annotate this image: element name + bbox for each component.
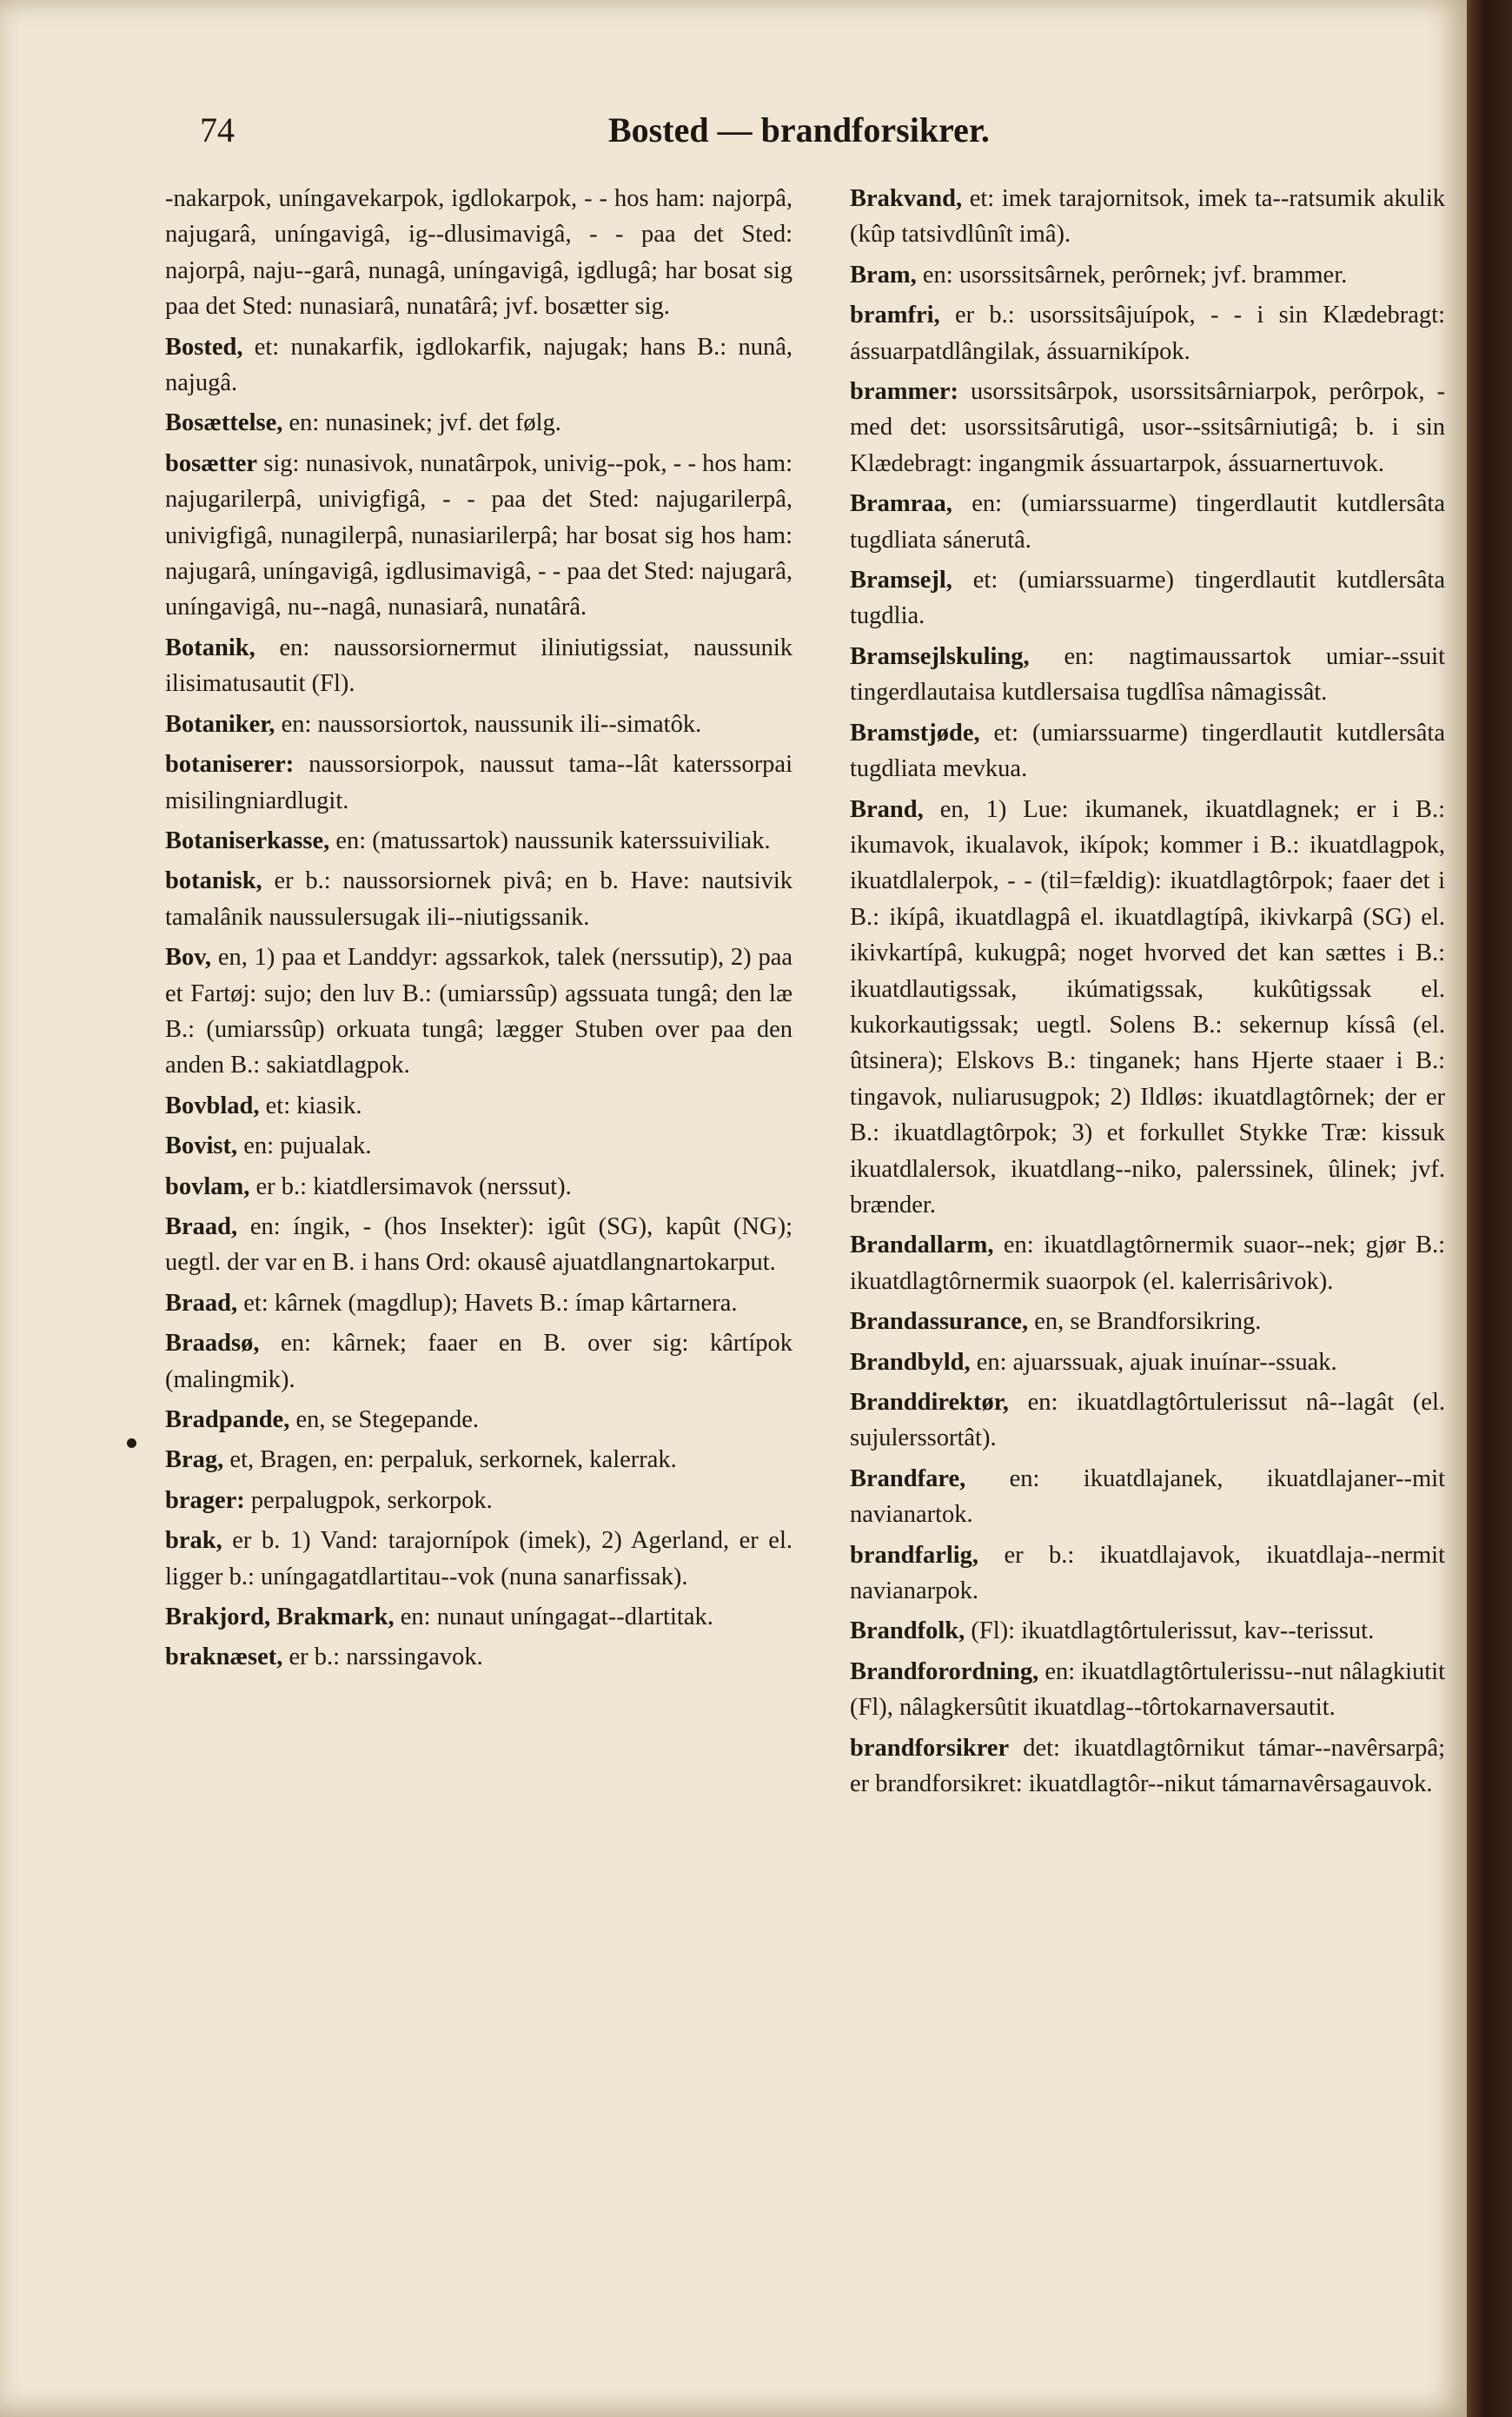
entry-definition: et: kârnek (magdlup); Havets B.: ímap kârtarnera. xyxy=(237,1289,738,1317)
dictionary-entry xyxy=(850,715,1445,787)
dictionary-entry xyxy=(165,1128,792,1164)
entry-headword: Brandfare, xyxy=(850,1464,966,1492)
entry-definition: en, se Stegepande. xyxy=(289,1406,479,1433)
dictionary-entry xyxy=(850,297,1445,369)
dictionary-entry xyxy=(165,747,792,819)
dictionary-entry xyxy=(850,1304,1445,1339)
entry-definition: en: (matussartok) naussunik katerssuiviliak. xyxy=(329,827,771,854)
entry-headword: brandfarlig, xyxy=(850,1541,979,1569)
entry-definition: er b.: naussorsiornek pivâ; en b. Have: nautsivik tamalânik naussulersugak ili--niutigssanik. xyxy=(165,867,792,931)
running-head: Bosted — brandforsikrer. xyxy=(608,110,990,149)
entry-headword: brak, xyxy=(165,1527,222,1555)
entry-definition: er b. 1) Vand: tarajornípok (imek), 2) Agerland, er el. ligger b.: uníngagatdlartitau--vok (nuna sanarfissak). xyxy=(165,1527,792,1590)
entry-definition: naussorsiorpok, naussut tama--lât katerssorpai misilingniardlugit. xyxy=(165,751,792,814)
entry-definition: (Fl): ikuatdlagtôrtulerissut, kav--terissut. xyxy=(965,1617,1375,1645)
dictionary-entry xyxy=(850,1345,1445,1380)
entry-headword: Bosted, xyxy=(165,333,243,361)
entry-definition: et: kiasik. xyxy=(259,1092,362,1119)
entry-headword: Bramraa, xyxy=(850,490,952,518)
entry-headword: Brandfolk, xyxy=(850,1617,965,1645)
dictionary-entry xyxy=(850,1730,1445,1803)
dictionary-entry xyxy=(165,630,792,702)
entry-definition: en: naussorsiortok, naussunik ili--simatôk. xyxy=(275,710,702,738)
entry-headword: Bram, xyxy=(850,261,917,289)
entry-definition: er b.: ikuatdlajavok, ikuatdlaja--nermit navianarpok. xyxy=(850,1541,1445,1605)
entry-headword: Bovist, xyxy=(165,1132,238,1160)
entry-headword: bovlam, xyxy=(165,1172,250,1200)
dictionary-entry xyxy=(850,562,1445,634)
entry-definition: perpalugpok, serkorpok. xyxy=(244,1486,493,1514)
entry-headword: Bramsejlskuling, xyxy=(850,642,1030,670)
entry-headword: braknæset, xyxy=(165,1643,283,1671)
dictionary-entry xyxy=(850,181,1445,253)
entry-headword: Braad, xyxy=(165,1212,238,1240)
entry-definition: en: (umiarssuarme) tingerdlautit kutdlersâta tugdliata sánerutâ. xyxy=(850,490,1445,554)
entry-headword: botanisk, xyxy=(165,867,262,895)
dictionary-entry xyxy=(850,639,1445,711)
dictionary-entry xyxy=(165,707,792,742)
entry-definition: en: kârnek; faaer en B. over sig: kârtípok (malingmik). xyxy=(165,1330,792,1393)
entry-headword: Brakvand, xyxy=(850,185,963,212)
entry-definition: en: ikuatdlajanek, ikuatdlajaner--mit navianartok. xyxy=(850,1464,1445,1529)
entry-definition: en: pujualak. xyxy=(237,1132,372,1160)
dictionary-entry xyxy=(165,863,792,935)
entry-headword: Bradpande, xyxy=(165,1406,290,1433)
dictionary-entry xyxy=(165,1402,792,1438)
entry-headword: Brandassurance, xyxy=(850,1308,1029,1336)
entry-headword: Brandbyld, xyxy=(850,1348,971,1376)
entry-definition: usorssitsârpok, usorssitsârniarpok, perôrpok, - med det: usorssitsârutigâ, usor--ssitsârniutigâ; b. i sin Klædebragt: ingangmik ássuartarpok, ássuarnertuvok. xyxy=(850,378,1445,477)
entry-headword: Brandforordning, xyxy=(850,1657,1039,1685)
entry-headword: Bramstjøde, xyxy=(850,719,980,747)
dictionary-entry xyxy=(850,1384,1445,1457)
dictionary-entry xyxy=(850,486,1445,558)
entry-definition: sig: nunasivok, nunatârpok, univig--pok, - - hos ham: najugarilerpâ, univigfigâ, - - paa det Sted: najugarilerpâ, univigfigâ, nunagilerpâ, nunasiarilerpâ; har bosat sig hos ham: najugarâ, uníngavigâ, igdlusimavigâ, - - paa det Sted: najugarâ, uníngavigâ, nu--nagâ, nunasiarâ, nunatârâ. xyxy=(165,449,792,621)
entry-headword: Botaniserkasse, xyxy=(165,827,330,854)
entry-definition: en: ikuatdlagtôrtulerissut nâ--lagât (el. sujulerssortât). xyxy=(850,1389,1445,1452)
right-column xyxy=(850,181,1445,1806)
dictionary-entry xyxy=(850,1654,1445,1726)
entry-definition: en: ajuarssuak, ajuak inuínar--ssuak. xyxy=(970,1348,1337,1376)
entry-headword: bosætter xyxy=(165,449,258,477)
entry-headword: brandforsikrer xyxy=(850,1734,1010,1762)
margin-bullet-mark xyxy=(127,1438,136,1448)
dictionary-entry xyxy=(165,1325,792,1398)
dictionary-entry xyxy=(850,1227,1445,1299)
entry-definition: et: nunakarfik, igdlokarfik, najugak; hans B.: nunâ, najugâ. xyxy=(165,333,792,397)
entry-definition: en, 1) paa et Landdyr: agssarkok, talek (nerssutip), 2) paa et Fartøj: sujo; den luv B.: (umiarssûp) agssuata tungâ; den læ B.: (umiarssûp) orkuata tungâ; lægger Stuben over paa den anden B.: sakiatdlagpok. xyxy=(165,944,792,1079)
entry-headword: Bosættelse, xyxy=(165,409,283,437)
entry-definition: en: nunaut uníngagat--dlartitak. xyxy=(394,1604,713,1631)
entry-definition: en: ikuatdlagtôrtulerissu--nut nâlagkiutit (Fl), nâlagkersûtit ikuatdlag--tôrtokarnaversautit. xyxy=(850,1657,1446,1722)
entry-headword: bramfri, xyxy=(850,302,940,329)
entry-definition: en, 1) Lue: ikumanek, ikuatdlagnek; er i B.: ikumavok, ikualavok, ikípok; kommer i B.: ikuatdlagpok, ikuatdlalerpok, - - (til=fældig): ikuatdlagtôrpok; faaer det i B.: ikípâ, ikuatdlagpâ el. ikuatdlagtípâ, ikivkarpâ (SG) el. ikivkartípâ, kukugpâ; noget hvorved det kan sættes i B.: ikuatdlautigssak, ikúmatigssak, kukûtigssak el. kukorkautigssak; uegtl. Solens B.: sekernup kíssâ (el. ûtsinera); Elskovs B.: tinganek; hans Hjerte staaer i B.: tingavok, nuliarusugpok; 2) Ildløs: ikuatdlagtôrnek; der er B.: ikuatdlagtôrpok; 3) et forkullet Stykke Træ: kissuk ikuatdlalersok, ikuatdlang--niko, palerssinek, ûlinek; jvf. brænder. xyxy=(850,795,1445,1218)
dictionary-entry xyxy=(850,1537,1445,1610)
page-header xyxy=(200,103,1008,163)
entry-definition: en: nagtimaussartok umiar--ssuit tingerdlautaisa kutdlersaisa tugdlîsa nâmagissât. xyxy=(850,642,1445,707)
dictionary-entry xyxy=(850,1461,1445,1533)
entry-headword: Braad, xyxy=(165,1289,238,1317)
left-column xyxy=(165,181,792,1680)
dictionary-entry xyxy=(165,823,792,859)
entry-headword: Branddirektør, xyxy=(850,1389,1009,1416)
entry-definition: er b.: usorssitsâjuípok, - - i sin Klædebragt: ássuarpatdlângilak, ássuarnikípok. xyxy=(850,302,1445,365)
dictionary-entry xyxy=(850,257,1445,293)
dictionary-entry xyxy=(165,1088,792,1124)
entry-headword: Brakjord, Brakmark, xyxy=(165,1604,395,1631)
entry-headword: Bov, xyxy=(165,944,212,972)
entry-definition: det: ikuatdlagtôrnikut támar--navêrsarpâ; er brandforsikret: ikuatdlagtôr--nikut támarnavêrsagauvok. xyxy=(850,1734,1445,1798)
entry-definition: en: naussorsiornermut iliniutigssiat, naussunik ilisimatusautit (Fl). xyxy=(165,634,792,698)
dictionary-entry xyxy=(165,1483,792,1518)
entry-headword: Brag, xyxy=(165,1446,224,1474)
entry-headword: Braadsø, xyxy=(165,1330,260,1358)
entry-definition: et: imek tarajornitsok, imek ta--ratsumik akulik (kûp tatsivdlûnît imâ). xyxy=(850,185,1445,249)
dictionary-entry xyxy=(165,1209,792,1281)
entry-definition: en: íngik, - (hos Insekter): igût (SG), kapût (NG); uegtl. der var en B. i hans Ord: okausê ajuatdlangnartokarput. xyxy=(165,1212,792,1277)
entry-headword: Botanik, xyxy=(165,634,255,661)
entry-definition: en, se Brandforsikring. xyxy=(1028,1308,1262,1336)
entry-definition: en: usorssitsârnek, perôrnek; jvf. brammer. xyxy=(916,261,1348,289)
dictionary-entry xyxy=(165,1599,792,1635)
dictionary-entry xyxy=(165,940,792,1084)
entry-headword: botaniserer: xyxy=(165,751,295,779)
entry-headword: brammer: xyxy=(850,378,959,406)
entry-headword: Brandallarm, xyxy=(850,1232,994,1259)
dictionary-entry xyxy=(850,792,1445,1224)
entry-headword: Botaniker, xyxy=(165,710,275,738)
dictionary-entry xyxy=(165,181,792,325)
entry-definition: er b.: kiatdlersimavok (nerssut). xyxy=(249,1172,572,1200)
entry-definition: en: nunasinek; jvf. det følg. xyxy=(282,409,561,437)
dictionary-entry xyxy=(850,374,1445,481)
dictionary-entry xyxy=(165,405,792,441)
dictionary-entry xyxy=(850,1613,1445,1649)
dictionary-entry xyxy=(165,1639,792,1675)
entry-definition: en: ikuatdlagtôrnermik suaor--nek; gjør B.: ikuatdlagtôrnermik suaorpok (el. kalerrisârivok). xyxy=(850,1232,1445,1295)
entry-definition: et: (umiarssuarme) tingerdlautit kutdlersâta tugdliata mevkua. xyxy=(850,719,1445,783)
entry-headword: Bramsejl, xyxy=(850,567,952,594)
book-binding xyxy=(1467,0,1512,2417)
dictionary-entry xyxy=(165,1523,792,1595)
entry-definition: er b.: narssingavok. xyxy=(282,1643,483,1671)
entry-headword: brager: xyxy=(165,1486,245,1514)
entry-definition: et, Bragen, en: perpaluk, serkornek, kalerrak. xyxy=(223,1446,677,1474)
page-number: 74 xyxy=(200,110,235,149)
entry-definition: -nakarpok, uníngavekarpok, igdlokarpok, - - hos ham: najorpâ, najugarâ, uníngavigâ, ig--dlusimavigâ, - - paa det Sted: najorpâ, naju--garâ, nunagâ, uníngavigâ, igdlugâ; har bosat sig paa det Sted: nunasiarâ, nunatârâ; jvf. bosætter sig. xyxy=(165,185,792,321)
entry-headword: Bovblad, xyxy=(165,1092,260,1119)
dictionary-entry xyxy=(165,1285,792,1321)
dictionary-entry xyxy=(165,1442,792,1477)
entry-headword: Brand, xyxy=(850,795,924,823)
entry-definition: et: (umiarssuarme) tingerdlautit kutdlersâta tugdlia. xyxy=(850,567,1445,630)
dictionary-entry xyxy=(165,446,792,626)
dictionary-entry xyxy=(165,1169,792,1205)
dictionary-entry xyxy=(165,329,792,402)
